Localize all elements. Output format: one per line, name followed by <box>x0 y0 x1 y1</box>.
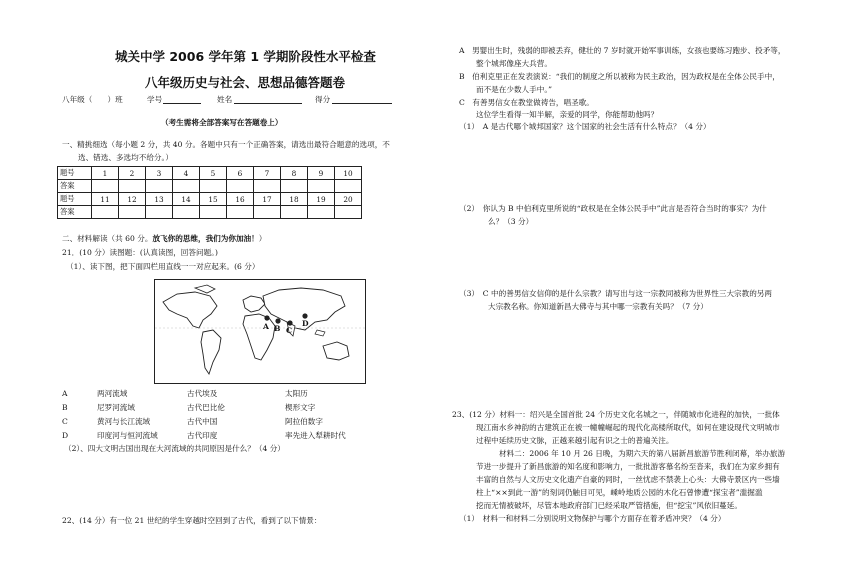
section1-instruction: 一、精挑细选（每小题 2 分，共 40 分。各题中只有一个正确答案，请选出最符合题意的选项，不 <box>62 140 390 149</box>
answer-cell[interactable] <box>254 180 281 193</box>
answer-table <box>57 166 362 219</box>
question-number: 5 <box>200 167 227 180</box>
answer-cell[interactable] <box>308 206 335 219</box>
question-number: 14 <box>173 193 200 206</box>
scene-c-line: C 有善男信女在教堂做祷告，唱圣歌。 <box>459 98 594 107</box>
answer-cell[interactable] <box>146 206 173 219</box>
question-number: 20 <box>335 193 362 206</box>
question-number: 16 <box>227 193 254 206</box>
q21-heading: 21．(10 分）读图题：(认真读图，回答问题。) <box>62 248 218 257</box>
question-number: 18 <box>281 193 308 206</box>
match-river: 黄河与长江流域 <box>97 417 151 426</box>
world-map-drawing <box>155 280 365 383</box>
name-label: 姓名 <box>217 95 233 104</box>
q22-heading: 22、(14 分）有一位 21 世纪的学生穿越时空回到了古代，看到了以下情景： <box>62 516 322 525</box>
student-no-label: 学号 <box>147 95 163 104</box>
question-number: 10 <box>335 167 362 180</box>
scene-note: 这位学生看得一知半解，亲爱的同学，你能帮助他吗？ <box>476 110 659 119</box>
section2-text: 二、材料解读（共 60 分。 <box>62 234 153 243</box>
match-letter: C <box>62 417 68 426</box>
answer-cell[interactable] <box>308 180 335 193</box>
map-label-a: A <box>263 322 269 331</box>
answer-cell[interactable] <box>281 180 308 193</box>
match-civilization: 古代巴比伦 <box>187 403 225 412</box>
class-field-label: 八年级（ ）班 <box>62 95 123 104</box>
question-number: 15 <box>200 193 227 206</box>
table-header-cell: 答案 <box>58 180 92 193</box>
question-number: 12 <box>119 193 146 206</box>
question-number: 3 <box>146 167 173 180</box>
answer-cell[interactable] <box>281 206 308 219</box>
q23-line: 节进一步提升了新昌旅游的知名度和影响力，一批批游客慕名纷至沓来，我们在为家乡拥有 <box>476 462 780 471</box>
scene-b-line2: 而不是在少数人手中。” <box>476 85 553 94</box>
match-achievement: 率先进入犁耕时代 <box>285 431 346 440</box>
student-no-blank[interactable] <box>163 93 201 104</box>
map-label-c: C <box>286 326 293 335</box>
answer-cell[interactable] <box>119 206 146 219</box>
q23-part1: （1） 材料一和材料二分别说明文物保护与哪个方面存在着矛盾冲突？（4 分） <box>459 514 726 523</box>
question-number: 7 <box>254 167 281 180</box>
table-header-cell: 答案 <box>58 206 92 219</box>
q22-part1: （1） A 是古代哪个城邦国家？这个国家的社会生活有什么特点？（4 分） <box>459 122 711 131</box>
question-number: 4 <box>173 167 200 180</box>
q23-line: 现江南水乡神韵的古建筑正在被一幢幢崛起的现代化高楼所取代，如何在建设现代文明城市 <box>476 423 780 432</box>
answer-cell[interactable] <box>173 206 200 219</box>
question-number: 1 <box>92 167 119 180</box>
score-blank[interactable] <box>332 93 392 104</box>
match-achievement: 太阳历 <box>285 389 308 398</box>
answer-cell[interactable] <box>146 180 173 193</box>
section2-heading <box>62 234 266 244</box>
q21-part2: （2）、四大文明古国出现在大河流域的共同原因是什么？（4 分） <box>64 444 285 453</box>
q22-part3-line1: （3） C 中的善男信女信仰的是什么宗教？请写出与这一宗教同被称为世界性三大宗教的另两 <box>459 289 773 298</box>
answer-cell[interactable] <box>254 206 281 219</box>
match-letter: A <box>62 389 68 398</box>
q22-part2-line1: （2） 你认为 B 中伯利克里所说的“政权是在全体公民手中”此言是否符合当时的事实？为什 <box>459 204 767 213</box>
match-letter: D <box>62 431 69 440</box>
answer-cell[interactable] <box>227 206 254 219</box>
match-river: 两河流域 <box>97 389 128 398</box>
world-map <box>154 279 366 384</box>
question-number: 6 <box>227 167 254 180</box>
section2-slogan: 放飞你的思维，我们为你加油！ <box>152 234 259 243</box>
q23-line: 23、(12 分）材料一：绍兴是全国首批 24 个历史文化名城之一，伴随城市化进程的加快，一批体 <box>452 410 780 419</box>
name-blank[interactable] <box>234 93 302 104</box>
answer-cell[interactable] <box>92 206 119 219</box>
match-achievement: 楔形文字 <box>285 403 316 412</box>
table-header-cell: 题号 <box>58 193 92 206</box>
question-number: 2 <box>119 167 146 180</box>
section1-instruction-cont: 选、错选、多选均不给分。） <box>78 153 173 162</box>
map-label-b: B <box>274 324 281 333</box>
q22-part3-line2: 大宗教名称。你知道新昌大佛寺与其中哪一宗教有关吗？（7 分） <box>488 302 708 311</box>
answer-cell[interactable] <box>119 180 146 193</box>
q23-line: 柱上“××到此一游”的刻词仍触目可见，嵊岭地质公园的木化石曾惨遭“探宝者”滥掘滥 <box>476 488 763 497</box>
exam-subtitle: 八年级历史与社会、思想品德答题卷 <box>145 75 346 90</box>
answer-cell[interactable] <box>335 206 362 219</box>
question-number: 11 <box>92 193 119 206</box>
answer-cell[interactable] <box>335 180 362 193</box>
question-number: 8 <box>281 167 308 180</box>
answer-cell[interactable] <box>92 180 119 193</box>
scene-b-line1: B 伯利克里正在发表演说：“我们的制度之所以被称为民主政治，因为政权是在全体公民手中， <box>459 72 780 81</box>
exam-title: 城关中学 2006 学年第 1 学期阶段性水平检查 <box>115 49 376 64</box>
scene-a-line2: 整个城邦像座大兵营。 <box>476 59 552 68</box>
answer-cell[interactable] <box>200 180 227 193</box>
question-number: 19 <box>308 193 335 206</box>
match-achievement: 阿拉伯数字 <box>285 417 323 426</box>
answer-cell[interactable] <box>173 180 200 193</box>
question-number: 13 <box>146 193 173 206</box>
match-river: 印度河与恒河流域 <box>97 431 158 440</box>
question-number: 9 <box>308 167 335 180</box>
q22-part2-line2: 么？（3 分） <box>488 217 534 226</box>
match-letter: B <box>62 403 68 412</box>
notice-text: （考生需将全部答案写在答题卷上） <box>161 118 283 127</box>
map-label-d: D <box>302 319 309 328</box>
table-header-cell: 题号 <box>58 167 92 180</box>
q23-line: 挖而无情被破坏，尽管本地政府部门已经采取严管措施，但“挖宝”风依旧蔓延。 <box>476 501 742 510</box>
q23-line: 丰富的自然与人文历史文化遗产自豪的同时，一丝忧虑不禁袭上心头：大佛寺景区内一些墙 <box>476 475 780 484</box>
q23-line: 过程中延续历史文脉，正越来越引起有识之士的普遍关注。 <box>476 436 674 445</box>
answer-cell[interactable] <box>200 206 227 219</box>
match-civilization: 古代埃及 <box>187 389 218 398</box>
q23-line: 材料二：2006 年 10 月 26 日晚，为期六天的第八届新昌旅游节胜利闭幕，举办旅游 <box>499 449 786 458</box>
match-river: 尼罗河流域 <box>97 403 135 412</box>
answer-cell[interactable] <box>227 180 254 193</box>
scene-a-line1: A 男婴出生时，残弱的即被丢弃，健壮的 7 岁时就开始军事训练，女孩也要练习跑步、投矛等， <box>459 46 786 55</box>
score-label: 得分 <box>315 95 331 104</box>
match-civilization: 古代中国 <box>187 417 218 426</box>
match-civilization: 古代印度 <box>187 431 218 440</box>
section2-close: ） <box>258 234 267 243</box>
question-number: 17 <box>254 193 281 206</box>
q21-part1: （1）、读下图，把下面四栏用直线一一对应起来。(6 分） <box>66 262 260 271</box>
